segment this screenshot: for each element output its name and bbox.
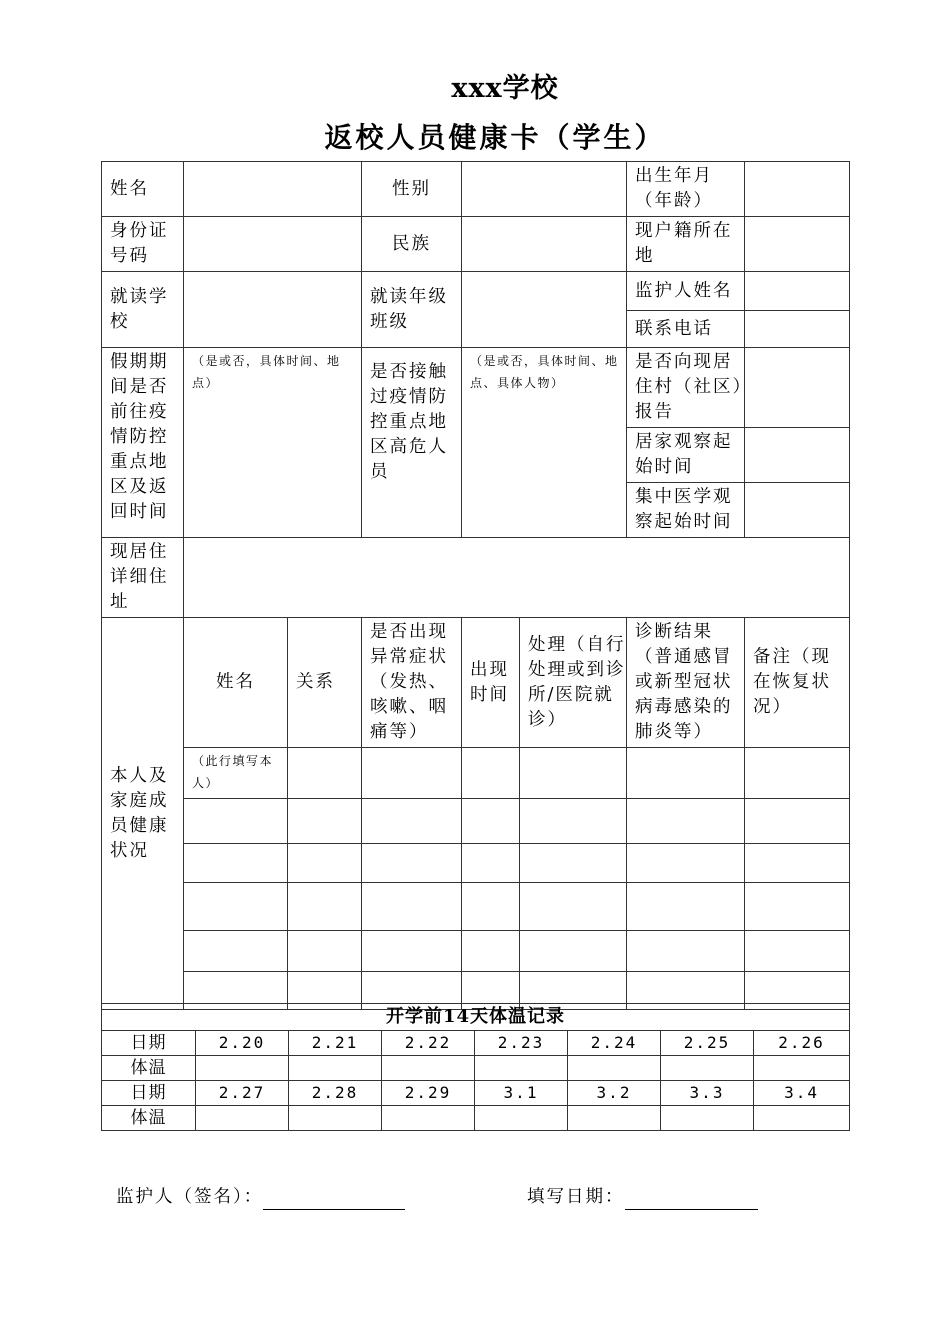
date-cell: 2.27: [196, 1081, 289, 1106]
address-label: 现居住详细住址: [102, 538, 184, 618]
cell[interactable]: [520, 883, 627, 931]
school-field[interactable]: [184, 272, 362, 348]
date-cell: 2.21: [289, 1031, 382, 1056]
cell[interactable]: [520, 748, 627, 799]
gender-field[interactable]: [462, 162, 627, 217]
temp-cell[interactable]: [382, 1056, 475, 1081]
temp-cell[interactable]: [475, 1056, 568, 1081]
school-name: xxx学校: [451, 73, 559, 104]
date-cell: 3.4: [754, 1081, 850, 1106]
date-cell: 2.28: [289, 1081, 382, 1106]
table-row: [102, 748, 850, 799]
cell[interactable]: [288, 931, 362, 972]
temp-row-1: [102, 1056, 850, 1081]
travel-label: 假期期间是否前往疫情防控重点地区及返回时间: [102, 348, 184, 538]
self-row-hint[interactable]: （此行填写本人）: [184, 748, 288, 799]
date-cell: 3.2: [568, 1081, 661, 1106]
temp-cell[interactable]: [754, 1056, 850, 1081]
date-cell: 2.29: [382, 1081, 475, 1106]
cell[interactable]: [288, 748, 362, 799]
temp-cell[interactable]: [382, 1106, 475, 1131]
temp-cell[interactable]: [475, 1106, 568, 1131]
table-row: [102, 799, 850, 844]
temp-cell[interactable]: [661, 1106, 754, 1131]
cell[interactable]: [745, 844, 850, 883]
temp-label: 体温: [102, 1106, 196, 1131]
temperature-table: [101, 1003, 850, 1131]
cell[interactable]: [288, 844, 362, 883]
date-cell: 3.1: [475, 1081, 568, 1106]
temp-cell[interactable]: [568, 1056, 661, 1081]
cell[interactable]: [184, 931, 288, 972]
health-col-time: 出现时间: [462, 618, 520, 748]
date-cell: 3.3: [661, 1081, 754, 1106]
date-row-2: [102, 1081, 850, 1106]
temp-cell[interactable]: [289, 1106, 382, 1131]
grade-field[interactable]: [462, 272, 627, 348]
phone-label: 联系电话: [627, 311, 745, 348]
report-field[interactable]: [745, 348, 850, 428]
temperature-header: 开学前14天体温记录: [102, 1004, 850, 1031]
home-obs-label: 居家观察起始时间: [627, 428, 745, 483]
guardian-sign-line[interactable]: [263, 1189, 405, 1210]
ethnicity-field[interactable]: [462, 217, 627, 272]
temp-row-2: [102, 1106, 850, 1131]
cell[interactable]: [745, 799, 850, 844]
fill-date-line[interactable]: [625, 1189, 758, 1210]
cell[interactable]: [184, 883, 288, 931]
cell[interactable]: [745, 748, 850, 799]
home-obs-field[interactable]: [745, 428, 850, 483]
phone-field[interactable]: [745, 311, 850, 348]
central-obs-field[interactable]: [745, 483, 850, 538]
cell[interactable]: [362, 748, 462, 799]
id-label: 身份证号码: [102, 217, 184, 272]
cell[interactable]: [627, 883, 745, 931]
cell[interactable]: [462, 748, 520, 799]
cell[interactable]: [362, 883, 462, 931]
health-col-treatment: 处理（自行处理或到诊所/医院就诊）: [520, 618, 627, 748]
fill-date-label: 填写日期：: [527, 1187, 625, 1207]
date-label: 日期: [102, 1081, 196, 1106]
cell[interactable]: [288, 799, 362, 844]
name-label: 姓名: [102, 162, 184, 217]
hukou-label: 现户籍所在地: [627, 217, 745, 272]
health-col-relation: 关系: [288, 618, 362, 748]
cell[interactable]: [288, 883, 362, 931]
cell[interactable]: [745, 931, 850, 972]
guardian-sign-label: 监护人（签名）：: [116, 1187, 264, 1207]
temp-cell[interactable]: [289, 1056, 382, 1081]
temp-cell[interactable]: [196, 1056, 289, 1081]
cell[interactable]: [462, 931, 520, 972]
date-label: 日期: [102, 1031, 196, 1056]
fill-date: [527, 1184, 758, 1210]
date-row-1: [102, 1031, 850, 1056]
address-field[interactable]: [184, 538, 850, 618]
birth-label: 出生年月（年龄）: [627, 162, 745, 217]
contact-field[interactable]: （是或否，具体时间、地点、具体人物）: [462, 348, 627, 538]
cell[interactable]: [627, 931, 745, 972]
health-card-table: [101, 161, 850, 1010]
date-cell: 2.25: [661, 1031, 754, 1056]
guardian-signature: [116, 1184, 405, 1210]
cell[interactable]: [184, 799, 288, 844]
hukou-field[interactable]: [745, 217, 850, 272]
table-row: [102, 883, 850, 931]
grade-label: 就读年级班级: [362, 272, 462, 348]
cell[interactable]: [520, 931, 627, 972]
central-obs-label: 集中医学观察起始时间: [627, 483, 745, 538]
birth-field[interactable]: [745, 162, 850, 217]
health-col-notes: 备注（现在恢复状况）: [745, 618, 850, 748]
health-col-diagnosis: 诊断结果（普通感冒或新型冠状病毒感染的肺炎等）: [627, 618, 745, 748]
ethnicity-label: 民族: [362, 217, 462, 272]
health-label: 本人及家庭成员健康状况: [102, 618, 184, 1010]
school-label: 就读学校: [102, 272, 184, 348]
travel-field[interactable]: （是或否，具体时间、地点）: [184, 348, 362, 538]
name-field[interactable]: [184, 162, 362, 217]
cell[interactable]: [362, 931, 462, 972]
health-col-symptoms: 是否出现异常症状（发热、咳嗽、咽痛等）: [362, 618, 462, 748]
cell[interactable]: [462, 844, 520, 883]
table-row: [102, 844, 850, 883]
temp-cell[interactable]: [754, 1106, 850, 1131]
cell[interactable]: [462, 883, 520, 931]
table-row: [102, 931, 850, 972]
date-cell: 2.26: [754, 1031, 850, 1056]
cell[interactable]: [627, 799, 745, 844]
report-label: 是否向现居住村（社区）报告: [627, 348, 745, 428]
cell[interactable]: [627, 748, 745, 799]
health-col-name: 姓名: [184, 618, 288, 748]
cell[interactable]: [362, 799, 462, 844]
date-cell: 2.20: [196, 1031, 289, 1056]
cell[interactable]: [184, 844, 288, 883]
cell[interactable]: [462, 799, 520, 844]
guardian-name-field[interactable]: [745, 272, 850, 311]
gender-label: 性别: [362, 162, 462, 217]
temp-cell[interactable]: [661, 1056, 754, 1081]
date-cell: 2.24: [568, 1031, 661, 1056]
cell[interactable]: [520, 844, 627, 883]
temp-cell[interactable]: [196, 1106, 289, 1131]
cell[interactable]: [627, 844, 745, 883]
guardian-name-label: 监护人姓名: [627, 272, 745, 311]
cell[interactable]: [520, 799, 627, 844]
cell[interactable]: [362, 844, 462, 883]
date-cell: 2.22: [382, 1031, 475, 1056]
page-title: 返校人员健康卡（学生）: [324, 121, 666, 154]
contact-label: 是否接触过疫情防控重点地区高危人员: [362, 348, 462, 538]
temp-cell[interactable]: [568, 1106, 661, 1131]
date-cell: 2.23: [475, 1031, 568, 1056]
id-field[interactable]: [184, 217, 362, 272]
cell[interactable]: [745, 883, 850, 931]
temp-label: 体温: [102, 1056, 196, 1081]
